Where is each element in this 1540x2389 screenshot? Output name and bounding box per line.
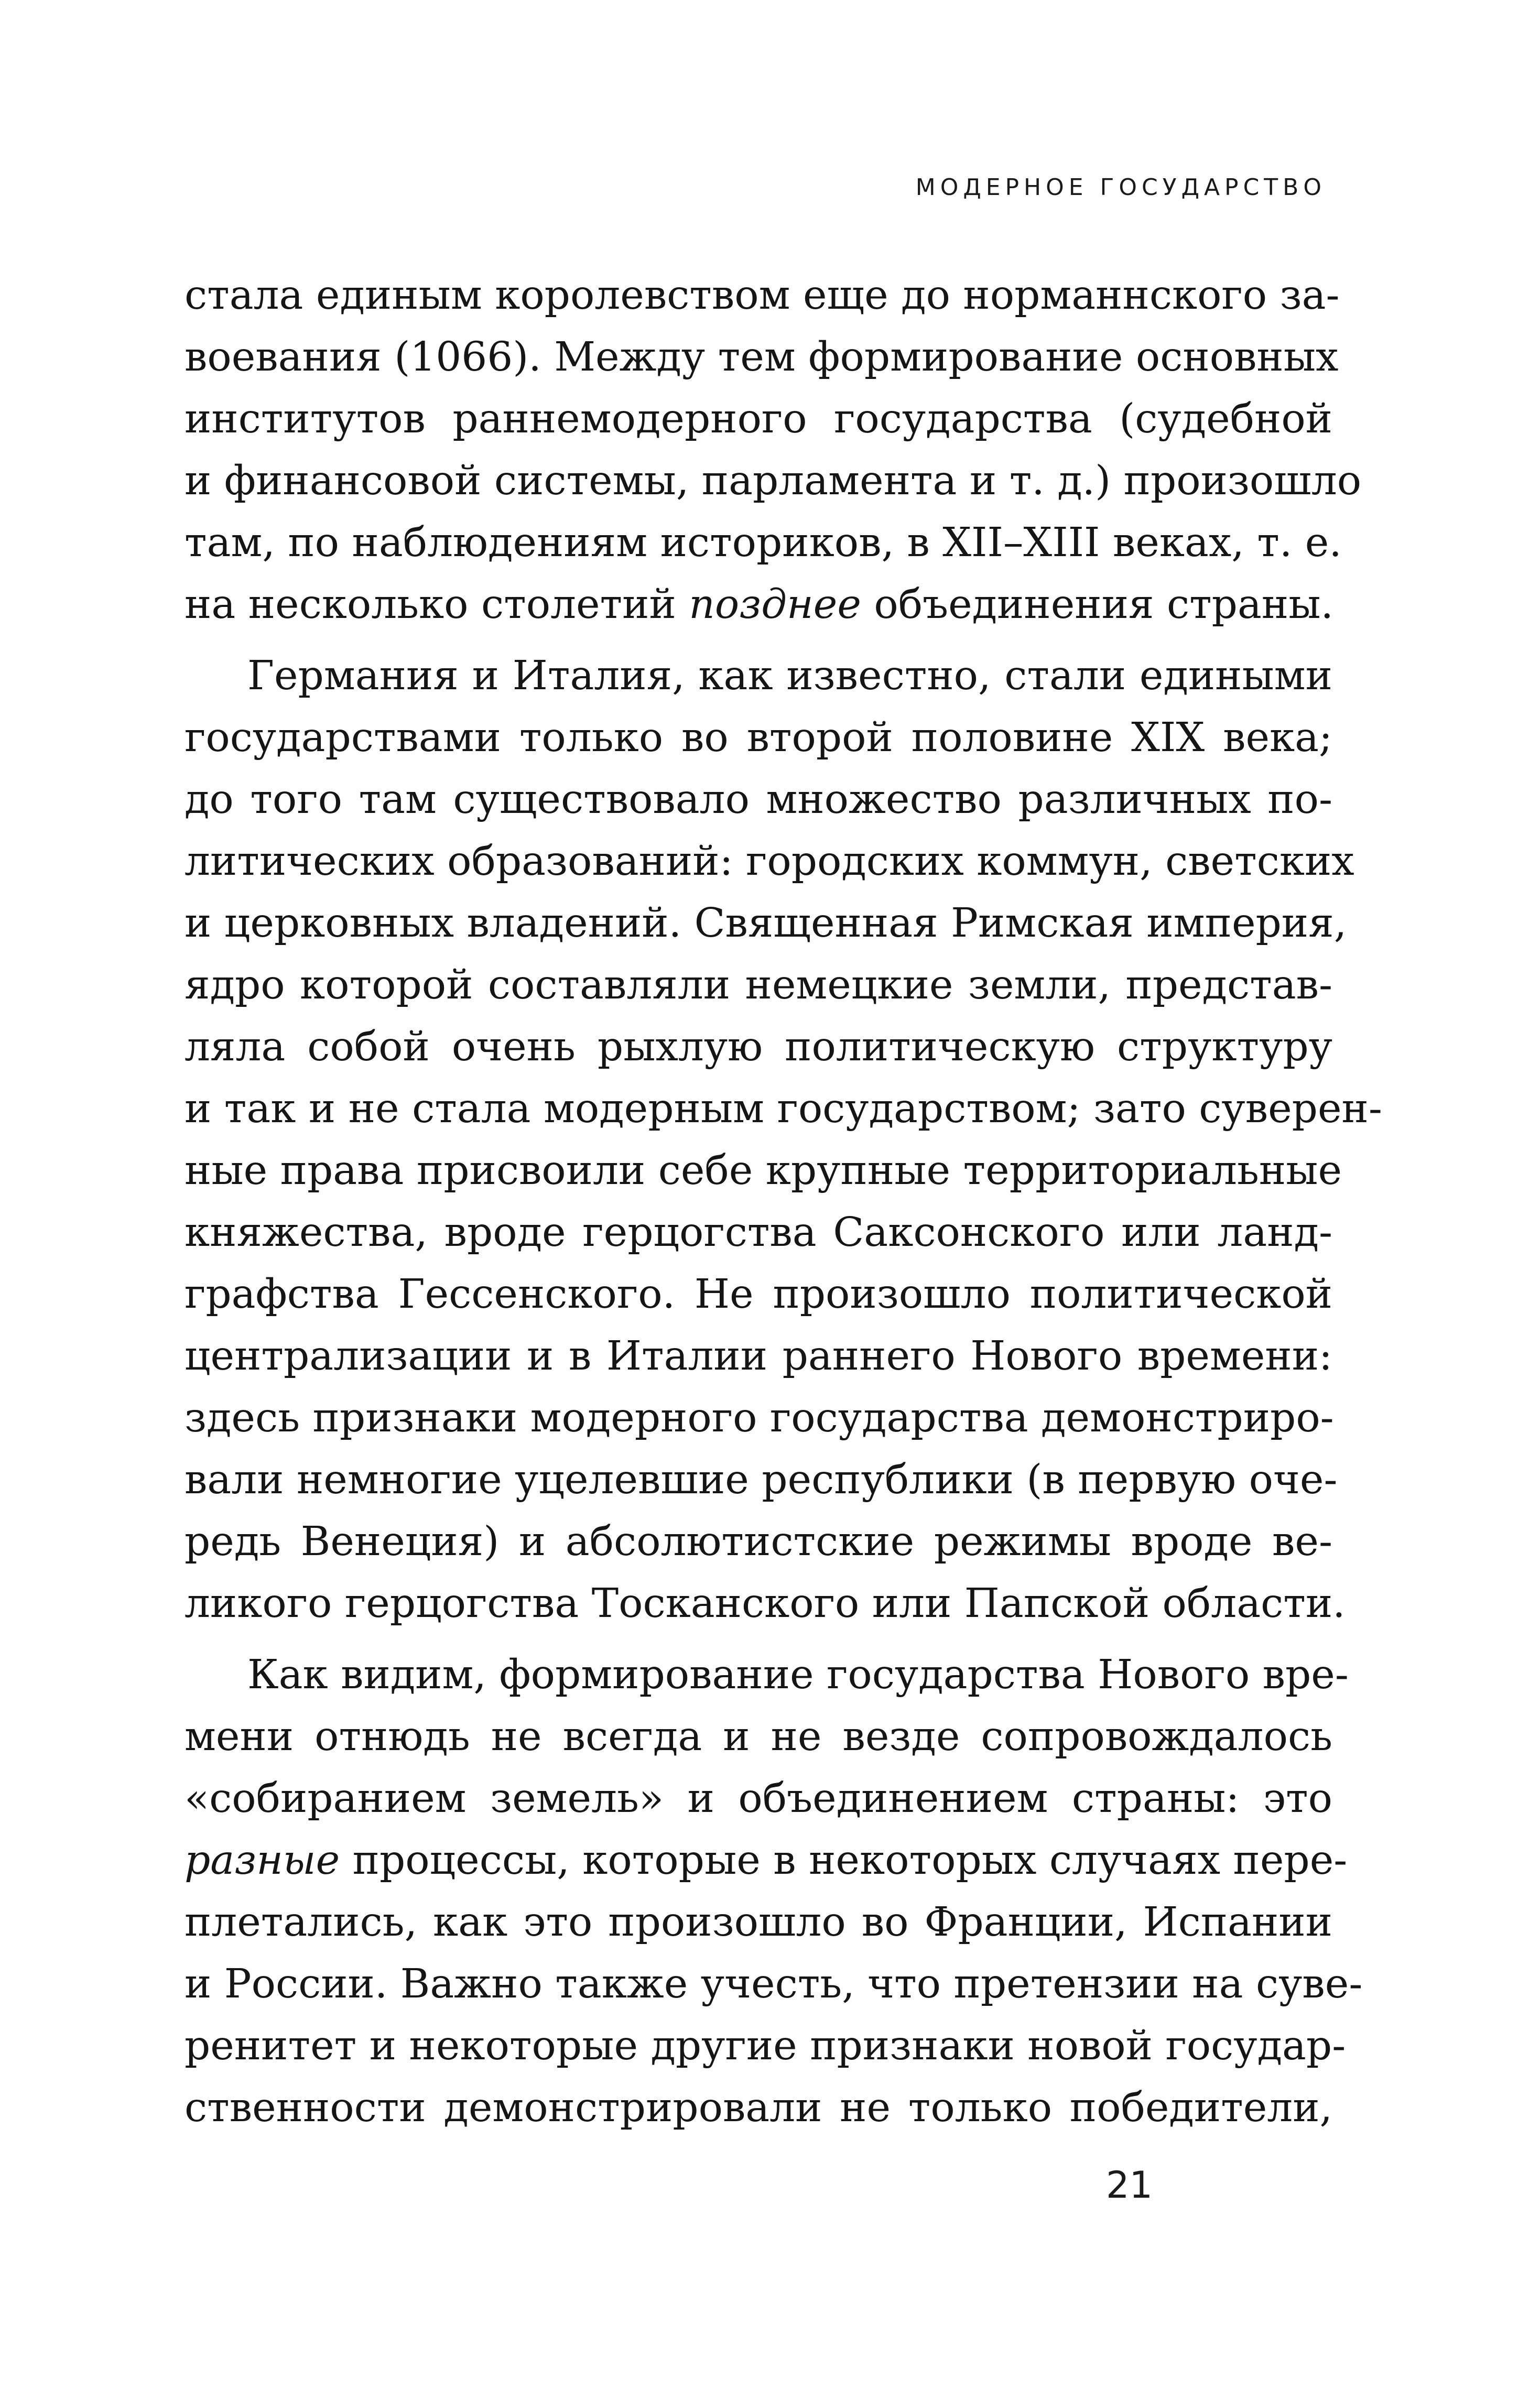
emphasis-text: разные — [185, 1837, 340, 1884]
text-line: Германия и Италия, как известно, стали едиными — [247, 653, 1332, 699]
text-line: централизации и в Италии раннего Нового времени: — [185, 1333, 1332, 1380]
text-line: княжества, вроде герцогства Саксонского или ланд- — [185, 1209, 1332, 1256]
text-line: стала единым королевством еще до норманнского за- — [185, 272, 1340, 319]
running-head: МОДЕРНОЕ ГОСУДАРСТВО — [915, 174, 1326, 201]
text-line: институтов раннемодерного государства (судебной — [185, 396, 1332, 442]
body-text — [185, 265, 1382, 2139]
page-number: 21 — [1106, 2164, 1153, 2207]
text-line — [185, 1830, 1348, 1892]
text-run: процессы, которые в некоторых случаях пере- — [340, 1837, 1348, 1884]
text-line: редь Венеция) и абсолютистские режимы вроде ве- — [185, 1518, 1332, 1565]
text-line: «собиранием земель» и объединением страны: это — [185, 1775, 1332, 1822]
text-line: вали немногие уцелевшие республики (в первую оче- — [185, 1457, 1338, 1503]
paragraph-gap — [185, 1635, 1332, 1644]
text-line: литических образований: городских коммун, светских — [185, 838, 1354, 885]
text-line: ные права присвоили себе крупные территориальные — [185, 1147, 1342, 1194]
text-line: и финансовой системы, парламента и т. д.) произошло — [185, 458, 1362, 504]
text-line: воевания (1066). Между тем формирование основных — [185, 334, 1339, 381]
text-line: Как видим, формирование государства Нового вре- — [247, 1652, 1349, 1698]
text-line: плетались, как это произошло во Франции, Испании — [185, 1899, 1332, 1946]
text-run: на несколько столетий — [185, 581, 689, 628]
text-line: и России. Важно также учесть, что претензии на суве- — [185, 1961, 1363, 2007]
text-line — [185, 574, 1332, 636]
text-line: до того там существовало множество различных по- — [185, 776, 1332, 823]
text-line: там, по наблюдениям историков, в XII–XIII веках, т. е. — [185, 519, 1342, 566]
emphasis-text: позднее — [689, 581, 861, 628]
text-run: объединения страны. — [861, 581, 1333, 628]
text-line: и церковных владений. Священная Римская империя, — [185, 900, 1347, 947]
text-line: государствами только во второй половине XIX века; — [185, 714, 1332, 761]
paragraph-gap — [185, 636, 1332, 645]
text-line: ственности демонстрировали не только победители, — [185, 2084, 1332, 2131]
text-line: ядро которой составляли немецкие земли, представ- — [185, 962, 1332, 1008]
text-line: мени отнюдь не всегда и не везде сопровождалось — [185, 1713, 1332, 1760]
text-line: графства Гессенского. Не произошло политической — [185, 1271, 1332, 1318]
text-line: ляла собой очень рыхлую политическую структуру — [185, 1024, 1332, 1070]
text-line: ликого герцогства Тосканского или Папской области. — [185, 1580, 1346, 1627]
text-line: здесь признаки модерного государства демонстриро- — [185, 1395, 1334, 1441]
text-line: и так и не стала модерным государством; зато суверен- — [185, 1085, 1382, 1132]
text-line: ренитет и некоторые другие признаки новой государ- — [185, 2023, 1346, 2069]
